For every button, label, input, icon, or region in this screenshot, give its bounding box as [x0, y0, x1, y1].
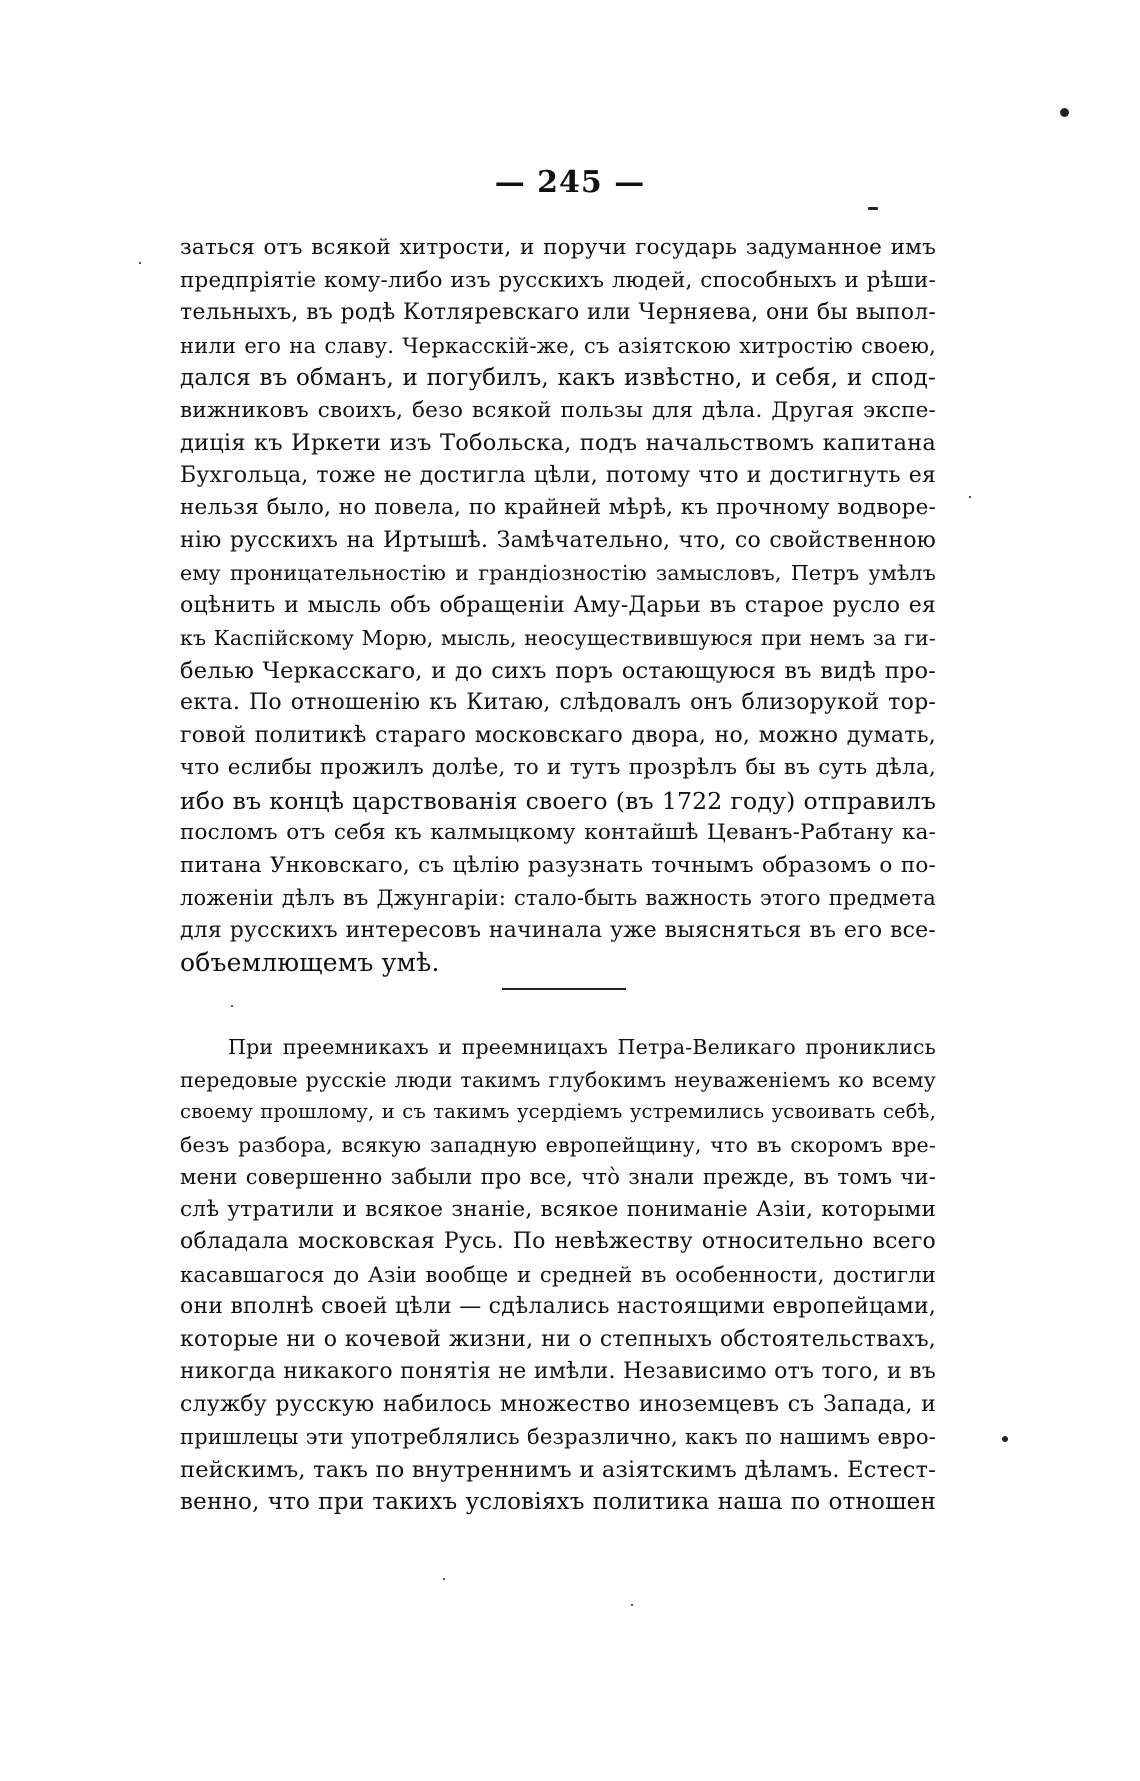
text-line: пришлецы эти употреблялись безразлично, какъ по нашимъ евро-	[180, 1425, 936, 1449]
text-line: заться отъ всякой хитрости, и поручи государь задуманное имъ	[180, 235, 936, 260]
section-divider	[502, 988, 626, 990]
text-line: белью Черкасскаго, и до сихъ поръ остающуюся въ видѣ про-	[180, 657, 936, 684]
text-line: пейскимъ, такъ по внутреннимъ и азіятскимъ дѣламъ. Естест-	[180, 1456, 936, 1483]
text-line: посломъ отъ себя къ калмыцкому контайшѣ Цеванъ-Рабтану ка-	[180, 820, 936, 845]
text-line: Бухгольца, тоже не достигла цѣли, потому что и достигнуть ея	[180, 462, 936, 488]
text-line: которые ни о кочевой жизни, ни о степныхъ обстоятельствахъ,	[180, 1326, 936, 1352]
text-line: ибо въ концѣ царствованія своего (въ 1722 году) отправилъ	[180, 786, 936, 815]
scan-speck	[443, 1578, 445, 1580]
text-line: При преемникахъ и преемницахъ Петра-Великаго прониклись	[228, 1035, 936, 1059]
scan-speck	[868, 207, 878, 210]
text-line: къ Каспійскому Морю, мысль, неосуществившуюся при немъ за ги-	[180, 626, 936, 650]
text-line: тельныхъ, въ родѣ Котляревскаго или Черняева, они бы выпол-	[180, 300, 936, 325]
text-line: дался въ обманъ, и погубилъ, какъ извѣстно, и себя, и спод-	[180, 365, 936, 391]
text-line: передовые русскіе люди такимъ глубокимъ неуваженіемъ ко всему	[180, 1067, 936, 1092]
text-line: слѣ утратили и всякое знаніе, всякое пониманіе Азіи, которыми	[180, 1196, 936, 1222]
paragraph-1	[180, 232, 936, 980]
scan-speck	[231, 1005, 233, 1007]
scan-speck	[1002, 1436, 1008, 1442]
text-line: касавшагося до Азіи вообще и средней въ особенности, достигли	[180, 1262, 936, 1287]
text-line: никогда никакого понятія не имѣли. Независимо отъ того, и въ	[180, 1359, 936, 1384]
scan-speck	[1060, 108, 1069, 117]
text-line: ему проницательностію и грандіозностію замысловъ, Петръ умѣлъ	[180, 561, 936, 585]
text-line: нили его на славу. Черкасскій-же, съ азіятскою хитростію своею,	[180, 333, 936, 358]
text-line: диція къ Иркети изъ Тобольска, подъ начальствомъ капитана	[180, 430, 936, 456]
text-line: ложеніи дѣлъ въ Джунгаріи: стало-быть важность этого предмета	[180, 886, 936, 910]
text-line: они вполнѣ своей цѣли — сдѣлались настоящими европейцами,	[180, 1294, 936, 1319]
text-line: для русскихъ интересовъ начинала уже выясняться въ его все-	[180, 917, 936, 943]
text-line: службу русскую набилось множество иноземцевъ съ Запада, и	[180, 1391, 936, 1417]
text-line: говой политикѣ стараго московскаго двора, но, можно думать,	[180, 722, 936, 748]
text-line: вижниковъ своихъ, безо всякой пользы для дѣла. Другая экспе-	[180, 397, 936, 423]
text-line: екта. По отношенію къ Китаю, слѣдовалъ онъ близорукой тор-	[180, 690, 936, 715]
text-line: обладала московская Русь. По невѣжеству относительно всего	[180, 1229, 936, 1254]
text-line: нію русскихъ на Иртышѣ. Замѣчательно, что, со свойственною	[180, 527, 936, 553]
text-line: питана Унковскаго, съ цѣлію разузнать точнымъ образомъ о по-	[180, 852, 936, 878]
text-line: венно, что при такихъ условіяхъ политика наша по отношен	[180, 1489, 936, 1515]
text-line: мени совершенно забыли про все, что̀ знали прежде, въ томъ чи-	[180, 1165, 936, 1189]
text-line: безъ разбора, всякую западную европейщину, что въ скоромъ вре-	[180, 1132, 936, 1157]
page-number: — 245 —	[494, 165, 646, 200]
scan-speck	[969, 496, 971, 498]
text-line: нельзя было, но повела, по крайней мѣрѣ, къ прочному водворе-	[180, 495, 936, 520]
text-line: своему прошлому, и съ такимъ усердіемъ устремились усвоивать себѣ,	[180, 1100, 936, 1123]
text-line: объемлющемъ умѣ.	[180, 948, 440, 977]
text-line: предпріятіе кому-либо изъ русскихъ людей, способныхъ и рѣши-	[180, 267, 936, 293]
scan-speck	[139, 262, 141, 264]
text-line: оцѣнить и мысль объ обращеніи Аму-Дарьи въ старое русло ея	[180, 592, 936, 618]
text-line: что еслибы прожилъ долѣе, то и тутъ прозрѣлъ бы въ суть дѣла,	[180, 755, 936, 780]
scan-speck	[631, 1604, 633, 1606]
paragraph-2	[180, 1031, 936, 1519]
